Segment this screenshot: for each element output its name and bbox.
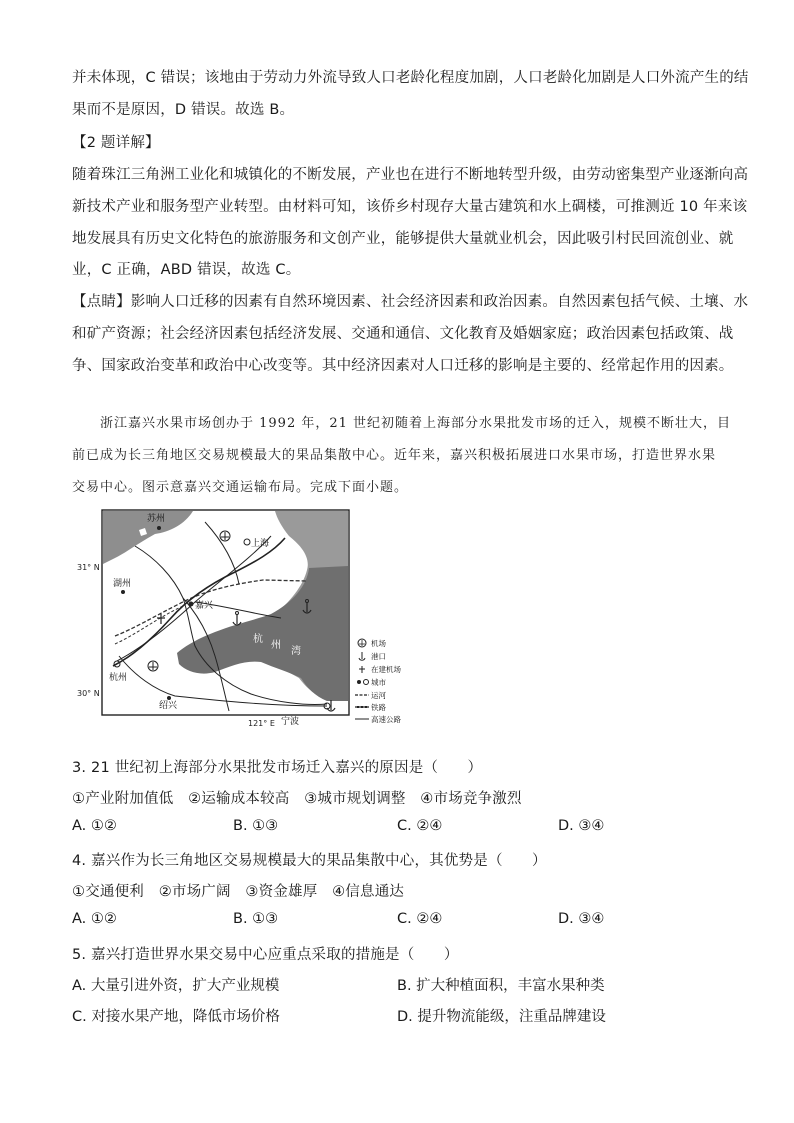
city-ningbo: 宁波 — [281, 717, 300, 727]
analysis-line-1: 并未体现，C 错误；该地由于劳动力外流导致人口老龄化程度加剧，人口老龄化加剧是人口外流产生的结 — [72, 70, 749, 86]
q4-option-b[interactable]: B. ①③ — [233, 911, 279, 927]
tip-line-2: 和矿产资源；社会经济因素包括经济发展、交通和通信、文化教育及婚姻家庭；政治因素包括政策、战 — [72, 326, 734, 342]
q4-stem: 4. 嘉兴作为长三角地区交易规模最大的果品集散中心，其优势是（ ） — [72, 853, 547, 869]
passage-line-1: 浙江嘉兴水果市场创办于 1992 年，21 世纪初随着上海部分水果批发市场的迁入，规模不断壮大，目 — [100, 416, 732, 431]
q5-stem: 5. 嘉兴打造世界水果交易中心应重点采取的措施是（ ） — [72, 947, 459, 963]
city-dot-huzhou — [121, 590, 125, 594]
q3-option-d[interactable]: D. ③④ — [558, 818, 605, 834]
city-shanghai: 上海 — [251, 539, 270, 549]
q3-stem: 3. 21 世纪初上海部分水果批发市场迁入嘉兴的原因是（ ） — [72, 760, 483, 776]
map-legend — [355, 638, 401, 724]
airport-icon-hangzhou — [148, 661, 158, 671]
q3-option-c[interactable]: C. ②④ — [397, 818, 443, 834]
q4-items: ①交通便利 ②市场广阔 ③资金雄厚 ④信息通达 — [72, 884, 405, 900]
q2-detail-line-1: 随着珠江三角洲工业化和城镇化的不断发展，产业也在进行不断地转型升级，由劳动密集型产业逐渐向高 — [72, 167, 749, 183]
city-jiaxing: 嘉兴 — [195, 601, 214, 611]
q2-detail-line-2: 新技术产业和服务型产业转型。由材料可知，该侨乡村现存大量古建筑和水上碉楼，可推测近 10 年来该 — [72, 199, 748, 215]
city-dot-jiaxing — [189, 602, 194, 607]
legend-highway: 高速公路 — [371, 715, 401, 724]
legend-railway: 铁路 — [371, 703, 386, 712]
passage-line-2: 前已成为长三角地区交易规模最大的果品集散中心。近年来，嘉兴积极拓展进口水果市场，打造世界水果 — [72, 448, 717, 463]
city-suzhou: 苏州 — [147, 514, 166, 524]
airport-icon-shanghai — [220, 531, 230, 541]
q4-option-d[interactable]: D. ③④ — [558, 911, 605, 927]
city-huzhou: 湖州 — [113, 579, 132, 589]
q3-option-b[interactable]: B. ①③ — [233, 818, 279, 834]
lat-30-label: 30° N — [77, 689, 100, 698]
tip-line-3: 争、国家政治变革和政治中心改变等。其中经济因素对人口迁移的影响是主要的、经常起作用的因素。 — [72, 358, 734, 374]
legend-airport: 机场 — [371, 639, 386, 648]
city-hangzhou: 杭州 — [109, 673, 128, 683]
q2-detail-header: 【2 题详解】 — [72, 135, 160, 151]
q5-option-a[interactable]: A. 大量引进外资，扩大产业规模 — [72, 978, 280, 994]
q3-items: ①产业附加值低 ②运输成本较高 ③城市规划调整 ④市场竞争激烈 — [72, 791, 522, 807]
q5-option-c[interactable]: C. 对接水果产地，降低市场价格 — [72, 1009, 280, 1025]
city-shaoxing: 绍兴 — [159, 701, 178, 711]
q2-detail-line-4: 业，C 正确，ABD 错误，故选 C。 — [72, 262, 301, 278]
passage-line-3: 交易中心。图示意嘉兴交通运输布局。完成下面小题。 — [72, 480, 409, 495]
q4-option-a[interactable]: A. ①② — [72, 911, 117, 927]
q2-detail-line-3: 地发展具有历史文化特色的旅游服务和文创产业，能够提供大量就业机会，因此吸引村民回流创业、就 — [72, 231, 734, 247]
lat-31-label: 31° N — [77, 563, 100, 572]
legend-port: 港口 — [371, 652, 386, 661]
bay-label-1: 杭 — [253, 634, 263, 645]
bay-label-2: 州 — [271, 640, 281, 651]
jiaxing-transport-map — [75, 506, 420, 731]
analysis-line-2: 果而不是原因，D 错误。故选 B。 — [72, 102, 295, 118]
tip-line-1: 【点睛】影响人口迁移的因素有自然环境因素、社会经济因素和政治因素。自然因素包括气候、土壤、水 — [72, 294, 749, 310]
q5-option-b[interactable]: B. 扩大种植面积，丰富水果种类 — [397, 978, 605, 994]
city-dot-shaoxing — [167, 696, 171, 700]
q3-option-a[interactable]: A. ①② — [72, 818, 117, 834]
legend-airport-building: 在建机场 — [371, 665, 401, 674]
q5-option-d[interactable]: D. 提升物流能级，注重品牌建设 — [397, 1009, 606, 1025]
legend-city: 城市 — [371, 678, 386, 687]
city-dot-suzhou — [157, 526, 161, 530]
lon-121-label: 121° E — [248, 719, 275, 728]
q4-option-c[interactable]: C. ②④ — [397, 911, 443, 927]
legend-canal: 运河 — [371, 691, 386, 700]
bay-label-3: 湾 — [291, 646, 301, 657]
